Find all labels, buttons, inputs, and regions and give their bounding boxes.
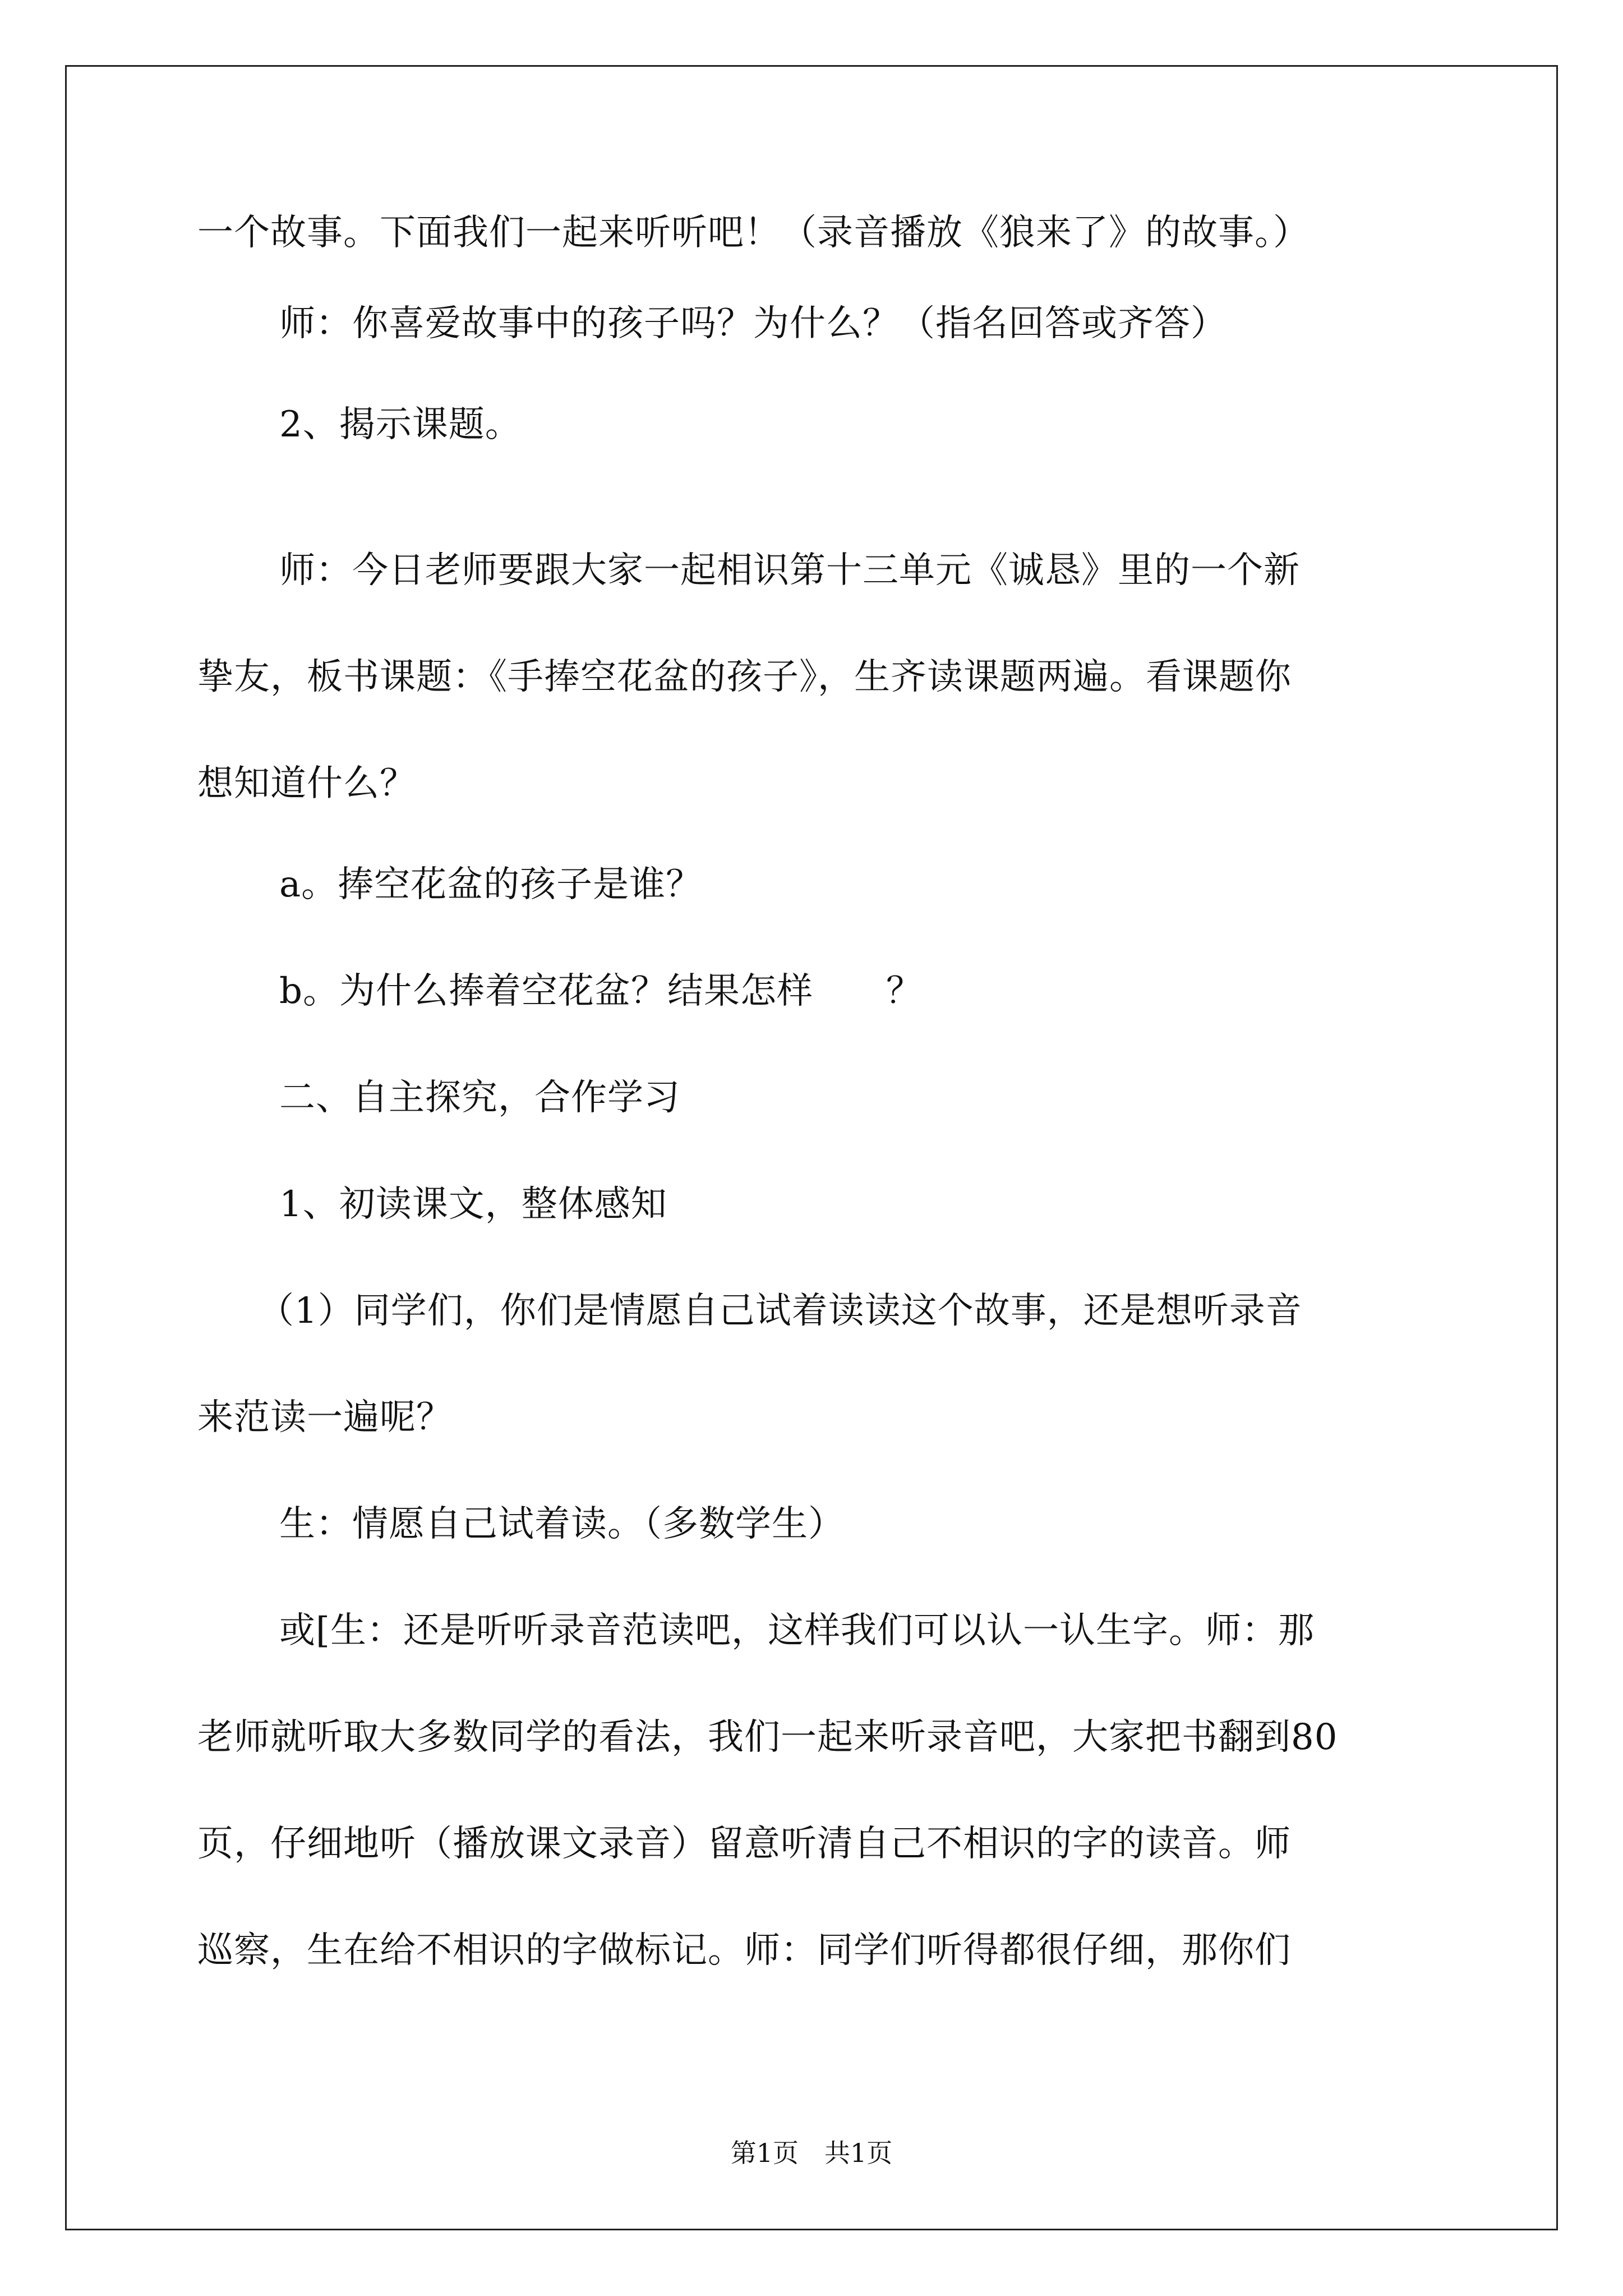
- text-line-14: 或[生：还是听听录音范读吧，这样我们可以认一认生字。师：那: [279, 1610, 1315, 1651]
- text-line-3: 2、揭示课题。: [279, 404, 522, 445]
- text-line-7: a。捧空花盆的孩子是谁？: [279, 864, 703, 905]
- text-line-13: 生：情愿自己试着读。（多数学生）: [279, 1503, 845, 1545]
- text-line-10: 1、初读课文，整体感知: [279, 1184, 667, 1225]
- text-line-17: 巡察，生在给不相识的字做标记。师：同学们听得都很仔细，那你们: [197, 1930, 1291, 1971]
- text-line-11: （1）同学们，你们是情愿自己试着读读这个故事，还是想听录音: [258, 1290, 1302, 1332]
- text-line-8: b。为什么捧着空花盆？结果怎样 ？: [279, 970, 923, 1012]
- text-line-16: 页，仔细地听（播放课文录音）留意听清自己不相识的字的读音。师: [197, 1823, 1291, 1865]
- text-line-9: 二、自主探究，合作学习: [279, 1077, 680, 1119]
- text-line-5: 挚友，板书课题：《手捧空花盆的孩子》，生齐读课题两遍。看课题你: [197, 656, 1292, 698]
- text-line-2: 师：你喜爱故事中的孩子吗？为什么？（指名回答或齐答）: [279, 303, 1227, 344]
- text-line-15: 老师就听取大多数同学的看法，我们一起来听录音吧，大家把书翻到80: [197, 1717, 1338, 1758]
- text-line-1: 一个故事。下面我们一起来听听吧！（录音播放《狼来了》的故事。）: [197, 212, 1310, 254]
- page-footer: 第1页 共1页: [730, 2138, 893, 2168]
- text-line-4: 师：今日老师要跟大家一起相识第十三单元《诚恳》里的一个新: [279, 550, 1300, 591]
- text-line-6: 想知道什么？: [197, 763, 416, 804]
- page-border: [65, 65, 1558, 2230]
- text-line-12: 来范读一遍呢？: [197, 1397, 453, 1438]
